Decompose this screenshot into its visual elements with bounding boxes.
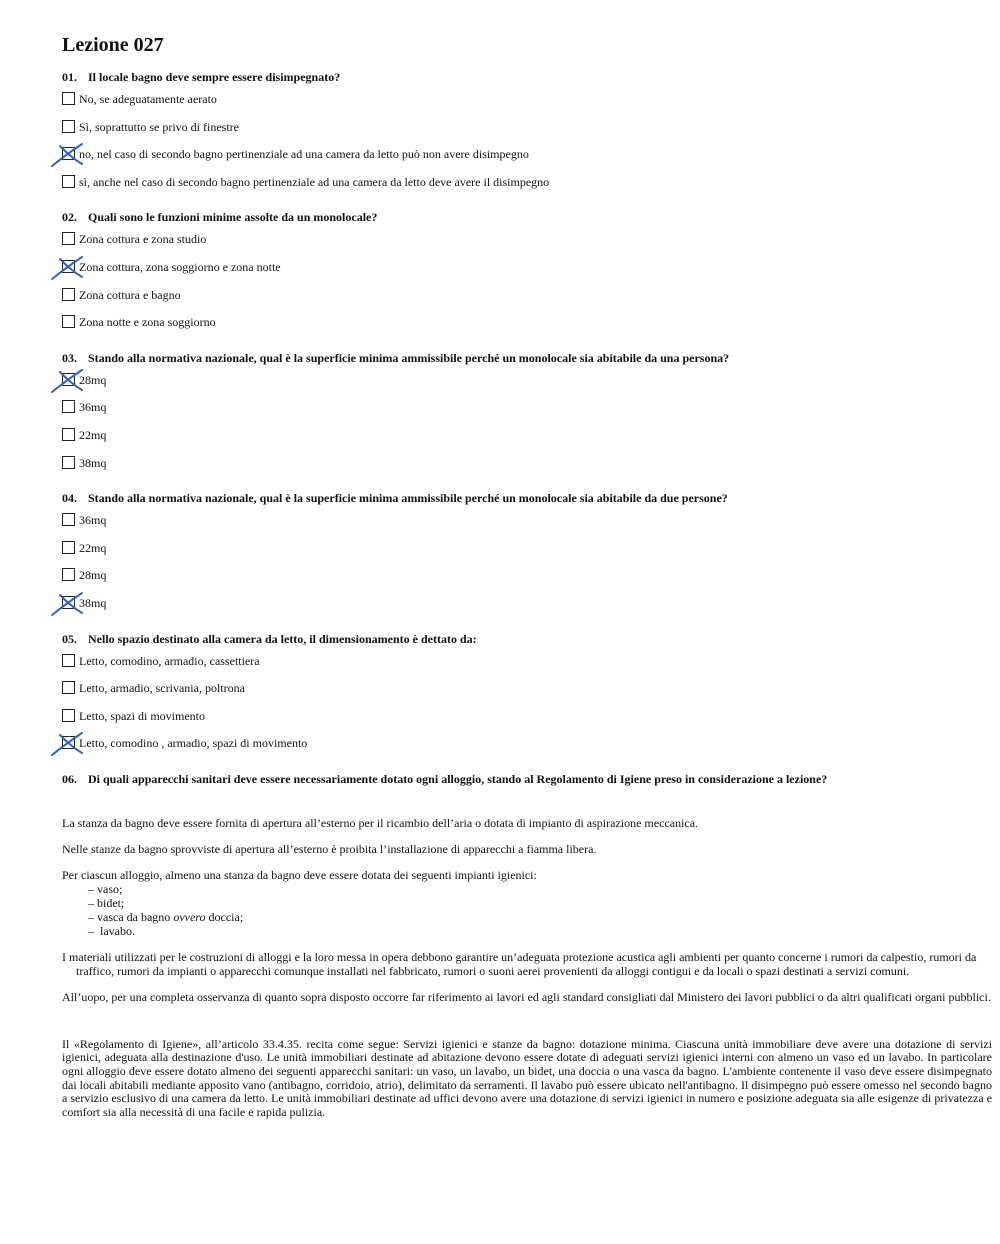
checkbox[interactable]	[62, 120, 75, 133]
list-item: – vaso;	[88, 882, 992, 896]
checkbox[interactable]	[62, 315, 75, 328]
question-heading	[62, 771, 992, 787]
option-label: No, se adeguatamente aerato	[79, 92, 217, 106]
question-number: 02.	[62, 210, 77, 225]
question-number: 06.	[62, 771, 77, 786]
checkbox[interactable]	[62, 596, 75, 609]
answer-option[interactable]	[62, 314, 992, 342]
option-label: Zona cottura e bagno	[79, 287, 181, 302]
checkbox[interactable]	[62, 681, 75, 694]
option-label: Zona cottura, zona soggiorno e zona notte	[79, 259, 281, 274]
question-text: Nello spazio destinato alla camera da letto, il dimensionamento è dettato da:	[88, 631, 477, 646]
answer-option[interactable]	[62, 91, 992, 119]
answer-option[interactable]	[62, 259, 992, 287]
answer-option[interactable]	[62, 680, 992, 708]
checkbox[interactable]	[62, 288, 75, 301]
answer-option[interactable]	[62, 174, 992, 202]
answer-option[interactable]	[62, 735, 992, 763]
question-heading	[62, 69, 992, 85]
option-label: Letto, armadio, scrivania, poltrona	[79, 681, 245, 696]
list-item: – lavabo.	[88, 924, 992, 938]
option-label: 36mq	[79, 513, 107, 528]
question-heading	[62, 631, 992, 647]
checkbox[interactable]	[62, 568, 75, 581]
document-page	[62, 33, 992, 1119]
question-list	[62, 69, 992, 771]
answer-option[interactable]	[62, 287, 992, 315]
question-text: Quali sono le funzioni minime assolte da un monolocale?	[88, 210, 378, 225]
option-label: 28mq	[79, 568, 107, 583]
option-label: 38mq	[79, 455, 107, 470]
question-03	[62, 350, 992, 490]
question-04	[62, 490, 992, 630]
page-title: Lezione 027	[62, 34, 164, 56]
option-label: Letto, comodino , armadio, spazi di movimento	[79, 736, 308, 751]
answer-paragraph: I materiali utilizzati per le costruzioni di alloggi e la loro messa in opera debbono garantire un’adeguata protezione acustica agli ambienti per quanto concerne i rumori da calpestio, rumori da traffico, rumori da impianti o apparecchi comunque installati nel fabbricato, rumori o suoni aerei provenienti da alloggi contigui e da locali o spazi destinati a servizi comuni.	[62, 949, 977, 978]
question-text: Stando alla normativa nazionale, qual è la superficie minima ammissibile perché un monolocale sia abitabile da due persone?	[88, 491, 728, 506]
answer-option[interactable]	[62, 399, 992, 427]
checkbox[interactable]	[62, 400, 75, 413]
answer-paragraph: All’uopo, per una completa osservanza di quanto sopra disposto occorre far riferimento ai lavori ed agli standard consigliati dal Ministero dei lavori pubblici o da altri qualificati organi pubblici.	[62, 989, 991, 1004]
question-number: 04.	[62, 491, 77, 506]
checkbox[interactable]	[62, 513, 75, 526]
checkbox[interactable]	[62, 232, 75, 245]
answer-paragraph: Nelle stanze da bagno sprovviste di apertura all’esterno è proibita l’installazione di apparecchi a fiamma libera.	[62, 841, 597, 856]
option-label: 22mq	[79, 427, 107, 442]
option-label: Letto, spazi di movimento	[79, 708, 205, 723]
option-label: Letto, comodino, armadio, cassettiera	[79, 653, 260, 668]
option-label: sì, anche nel caso di secondo bagno pertinenziale ad una camera da letto deve avere il disimpegno	[79, 174, 550, 189]
question-number: 03.	[62, 350, 77, 365]
answer-option[interactable]	[62, 540, 992, 568]
answer-option[interactable]	[62, 146, 992, 174]
question-number: 05.	[62, 631, 77, 646]
question-number: 01.	[62, 70, 77, 84]
question-heading	[62, 209, 992, 225]
list-item: – bidet;	[88, 896, 992, 910]
answer-option[interactable]	[62, 595, 992, 623]
checkbox[interactable]	[62, 736, 75, 749]
checkbox[interactable]	[62, 456, 75, 469]
checkbox[interactable]	[62, 260, 75, 273]
answer-option[interactable]	[62, 708, 992, 736]
question-heading	[62, 490, 992, 506]
question-01	[62, 69, 992, 209]
answer-paragraph: Per ciascun alloggio, almeno una stanza da bagno deve essere dotata dei seguenti impianti igienici:	[62, 867, 537, 882]
option-label: Sì, soprattutto se privo di finestre	[79, 119, 239, 134]
answer-paragraph: La stanza da bagno deve essere fornita di apertura all’esterno per il ricambio dell’aria o dotata di impianto di aspirazione meccanica.	[62, 815, 699, 830]
list-item: – vasca da bagno ovvero doccia;	[88, 910, 992, 924]
checkbox[interactable]	[62, 373, 75, 386]
checkbox[interactable]	[62, 92, 75, 105]
checkbox[interactable]	[62, 147, 75, 160]
option-label: Zona notte e zona soggiorno	[79, 315, 216, 330]
answer-option[interactable]	[62, 231, 992, 259]
regulation-quote: Il «Regolamento di Igiene», all’articolo 33.4.35. recita come segue: Servizi igienici e stanze da bagno: dotazione minima. Ciascuna unità immobiliare deve avere una dotazione di servizi igienici, adeguata alla destinazione d'uso. Le unità immobiliari destinate ad abitazione devono essere dotate di adeguati servizi igienici interni con almeno un vaso ed un lavabo. In particolare ogni alloggio deve essere dotato almeno dei seguenti apparecchi sanitari: un vaso, un lavabo, un bidet, una doccia o una vasca da bagno. L'ambiente contenente il vaso deve essere disimpegnato dai locali abitabili mediante apposito vano (antibagno, corridoio, atrio), delimitato da serramenti. Il lavabo può essere ubicato nell'antibagno. Il disimpegno può essere omesso nel secondo bagno a servizio esclusivo di una camera da letto. Le unità immobiliari destinate ad uffici devono avere una dotazione di servizi igienici in numero e posizione adeguata sia alle esigenze di privatezza e comfort sia alla necessità di una facile e rapida pulizia.	[62, 1036, 992, 1119]
answer-option[interactable]	[62, 653, 992, 681]
option-label: 36mq	[79, 400, 107, 415]
question-02	[62, 209, 992, 349]
question-text: Il locale bagno deve sempre essere disimpegnato?	[88, 70, 341, 84]
option-label: Zona cottura e zona studio	[79, 232, 207, 247]
checkbox[interactable]	[62, 709, 75, 722]
answer-option[interactable]	[62, 567, 992, 595]
checkbox[interactable]	[62, 428, 75, 441]
checkbox[interactable]	[62, 541, 75, 554]
option-label: 28mq	[79, 372, 107, 387]
question-06	[62, 771, 992, 787]
checkbox[interactable]	[62, 654, 75, 667]
option-label: 22mq	[79, 540, 107, 555]
answer-option[interactable]	[62, 427, 992, 455]
sanitary-list	[88, 882, 992, 938]
question-05	[62, 631, 992, 771]
checkbox[interactable]	[62, 175, 75, 188]
answer-option[interactable]	[62, 119, 992, 147]
answer-option[interactable]	[62, 455, 992, 483]
answer-option[interactable]	[62, 512, 992, 540]
answer-block	[62, 816, 992, 1004]
option-label: no, nel caso di secondo bagno pertinenziale ad una camera da letto può non avere disimpegno	[79, 147, 529, 162]
option-label: 38mq	[79, 595, 107, 610]
answer-option[interactable]	[62, 372, 992, 400]
question-heading	[62, 350, 992, 366]
question-text: Stando alla normativa nazionale, qual è la superficie minima ammissibile perché un monolocale sia abitabile da una persona?	[88, 350, 730, 365]
question-text: Di quali apparecchi sanitari deve essere necessariamente dotato ogni alloggio, stando al Regolamento di Igiene preso in considerazione a lezione?	[88, 771, 828, 786]
